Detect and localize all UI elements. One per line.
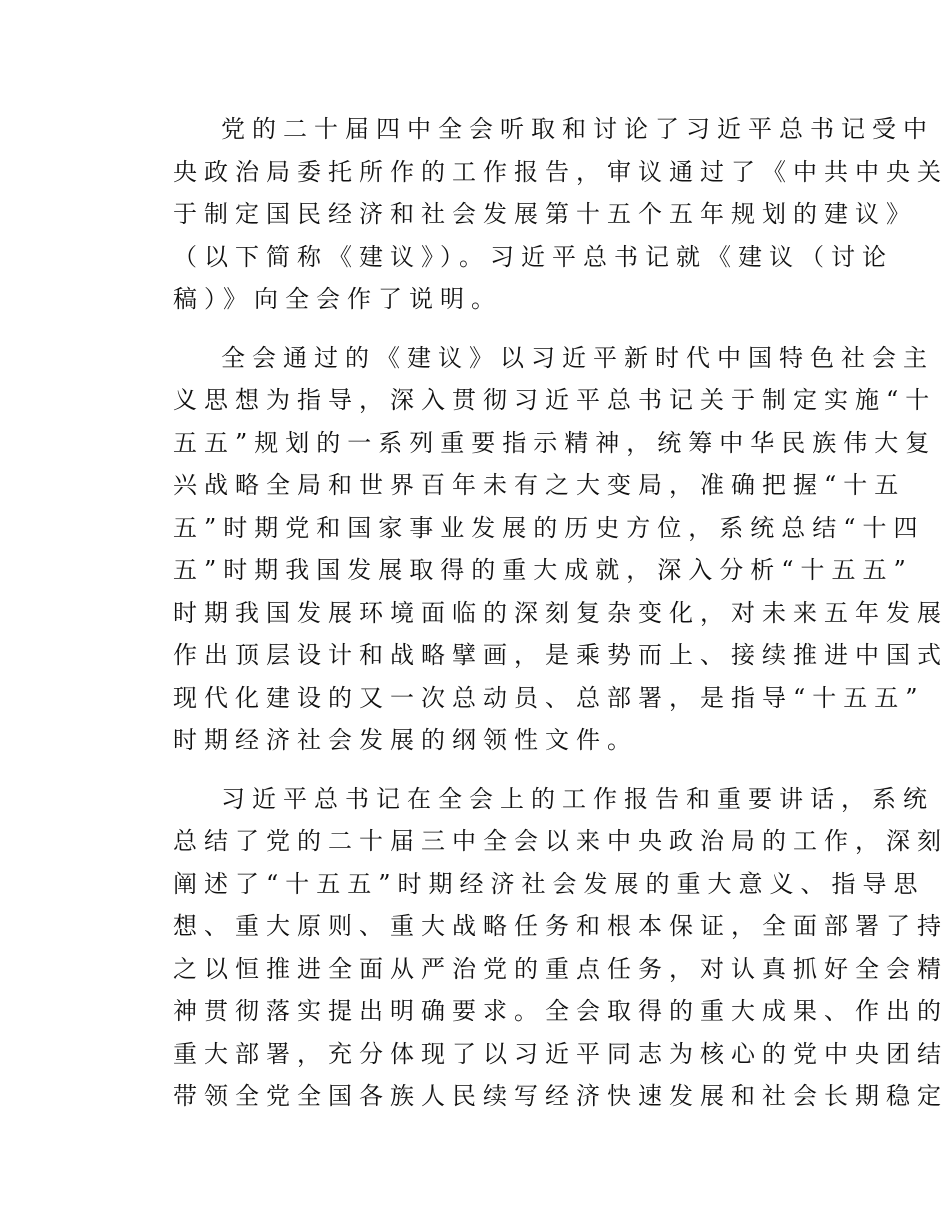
text-line: 重大部署，充分体现了以习近平同志为核心的党中央团结 [173,1039,948,1068]
text-line: 作出顶层设计和战略擘画，是乘势而上、接续推进中国式 [173,641,948,669]
text-line: 五五”规划的一系列重要指示精神，统筹中华民族伟大复 [173,428,937,457]
text-line: 总结了党的二十届三中全会以来中央政治局的工作，深刻 [173,827,948,855]
paragraph-2 [173,337,948,762]
text-line: 义思想为指导，深入贯彻习近平总书记关于制定实施“十 [173,386,937,414]
text-line: 时期经济社会发展的纲领性文件。 [173,726,638,754]
text-line: 党的二十届四中全会听取和讨论了习近平总书记受中 [221,115,934,143]
text-line: 之以恒推进全面从严治党的重点任务，对认真抓好全会精 [173,954,948,983]
text-line: 阐述了“十五五”时期经济社会发展的重大意义、指导思 [173,869,925,898]
paragraph-1 [173,108,948,321]
text-line: 五”时期党和国家事业发展的历史方位，系统总结“十四 [173,513,925,542]
text-line: 央政治局委托所作的工作报告，审议通过了《中共中央关 [173,157,948,186]
text-line: 想、重大原则、重大战略任务和根本保证，全面部署了持 [173,912,948,940]
text-line: 神贯彻落实提出明确要求。全会取得的重大成果、作出的 [173,997,948,1025]
text-line: 五”时期我国发展取得的重大成就，深入分析“十五五” [173,556,913,584]
document-page [173,108,948,1134]
text-line: 习近平总书记在全会上的工作报告和重要讲话，系统 [221,784,934,813]
text-line: 全会通过的《建议》以习近平新时代中国特色社会主 [221,343,934,372]
text-line: 时期我国发展环境面临的深刻复杂变化，对未来五年发展 [173,598,948,627]
text-line: 带领全党全国各族人民续写经济快速发展和社会长期稳定 [173,1082,948,1110]
text-line: 于制定国民经济和社会发展第十五个五年规划的建议》 [173,200,917,228]
text-line: 兴战略全局和世界百年未有之大变局，准确把握“十五 [173,471,906,499]
paragraph-3 [173,778,948,1118]
text-line: （以下简称《建议》）。习近平总书记就《建议（讨论 [173,242,893,271]
text-line: 现代化建设的又一次总动员、总部署，是指导“十五五” [173,683,925,712]
text-line: 稿）》向全会作了说明。 [173,285,502,313]
